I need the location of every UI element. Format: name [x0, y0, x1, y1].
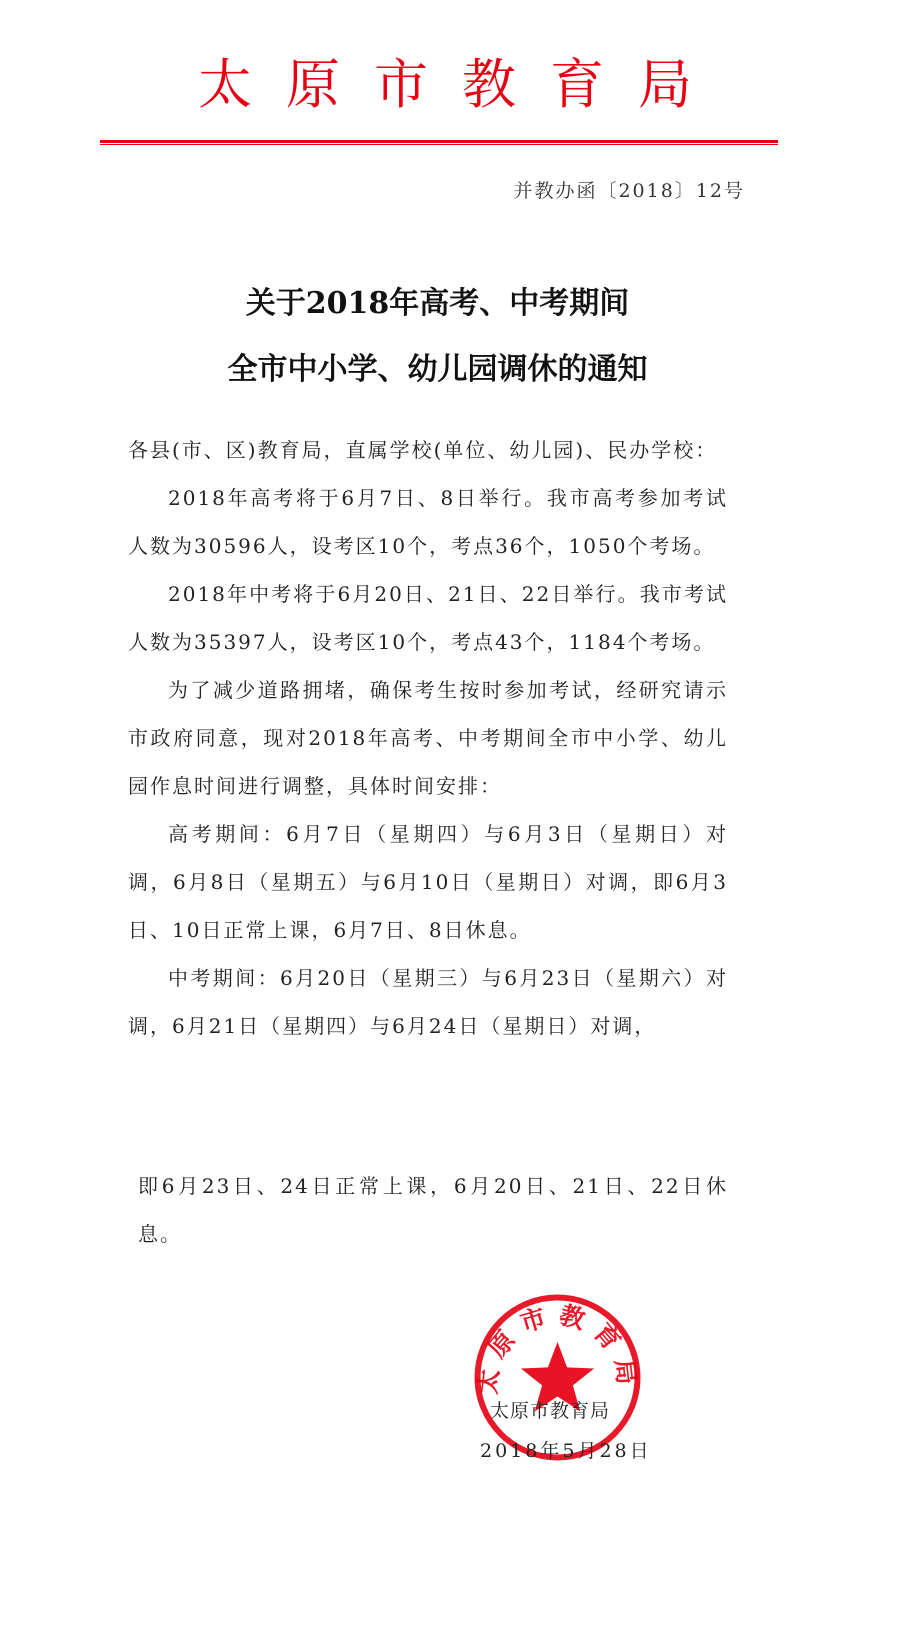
signature-organization: 太原市教育局 — [490, 1400, 611, 1422]
document-number: 并教办函〔2018〕12号 — [513, 180, 745, 202]
paragraph-gaokao-schedule: 高考期间：6月7日（星期四）与6月3日（星期日）对调，6月8日（星期五）与6月10日（星期日）对调，即6月3日、10日正常上课，6月7日、8日休息。 — [128, 822, 728, 942]
letterhead-red-rule — [100, 140, 778, 145]
notice-title-line-2: 全市中小学、幼儿园调休的通知 — [227, 352, 648, 387]
paragraph-zhongkao-info: 2018年中考将于6月20日、21日、22日举行。我市考试人数为35397人，设考区10个，考点43个，1184个考场。 — [128, 582, 728, 654]
notice-body — [128, 426, 728, 1050]
paragraph-zhongkao-schedule: 中考期间：6月20日（星期三）与6月23日（星期六）对调，6月21日（星期四）与6月24日（星期日）对调， — [128, 966, 728, 1038]
signature-date: 2018年5月28日 — [480, 1440, 652, 1462]
letterhead-title: 太原市教育局 — [198, 53, 726, 116]
paragraph-gaokao-info: 2018年高考将于6月7日、8日举行。我市高考参加考试人数为30596人，设考区10个，考点36个，1050个考场。 — [128, 486, 728, 558]
salutation: 各县(市、区)教育局，直属学校(单位、幼儿园)、民办学校： — [128, 438, 718, 462]
paragraph-adjustment-reason: 为了减少道路拥堵，确保考生按时参加考试，经研究请示市政府同意，现对2018年高考、中考期间全市中小学、幼儿园作息时间进行调整，具体时间安排： — [128, 678, 728, 798]
svg-text:太原市教育局: 太原市教育局 — [472, 1299, 643, 1396]
notice-body-continued — [138, 1162, 728, 1258]
paragraph-zhongkao-schedule-end: 即6月23日、24日正常上课，6月20日、21日、22日休息。 — [138, 1174, 728, 1246]
notice-title-line-1: 关于2018年高考、中考期间 — [245, 286, 630, 321]
